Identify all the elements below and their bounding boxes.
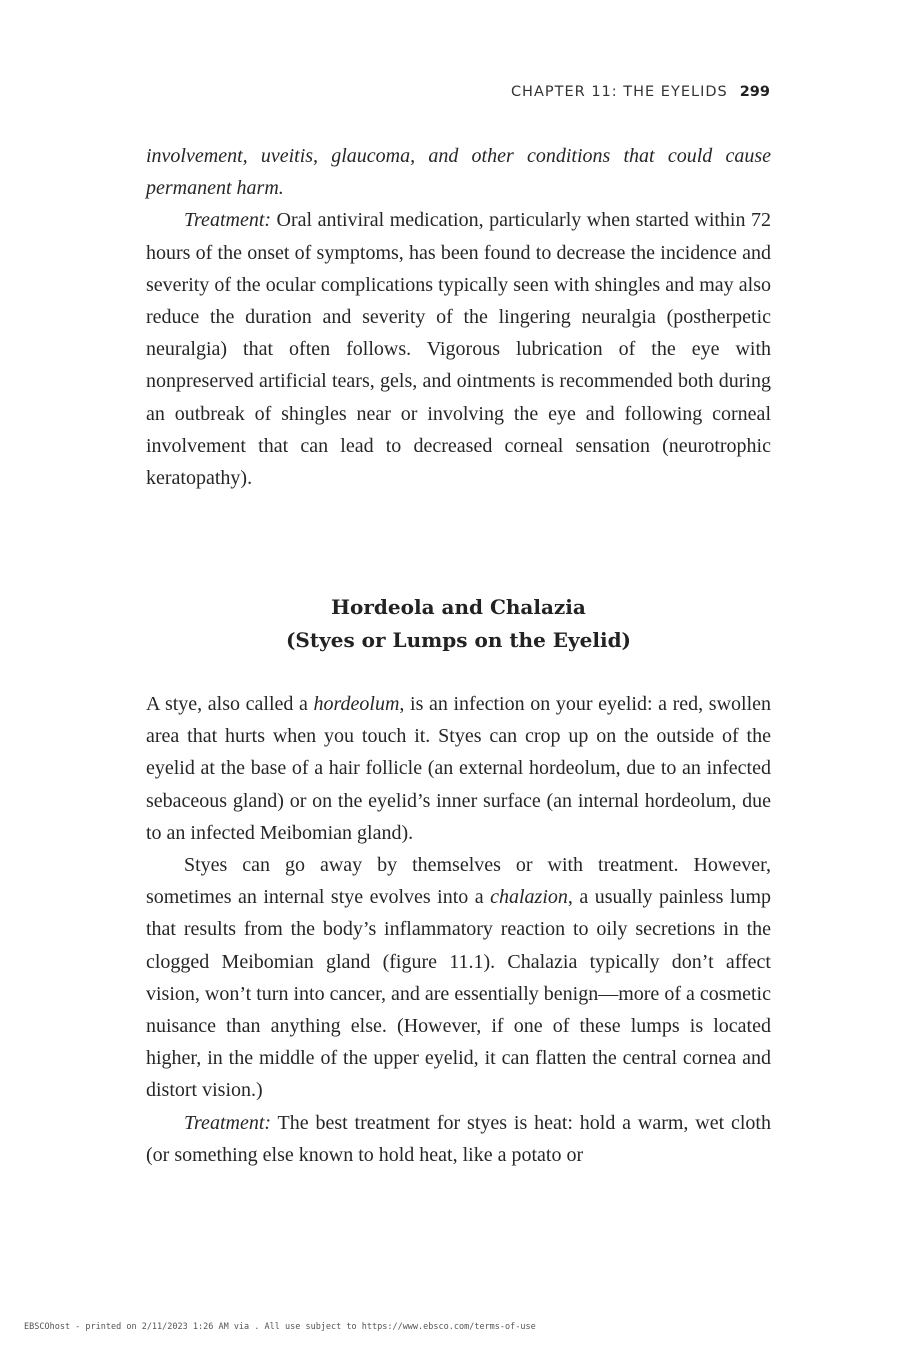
chalazion-text-end: , a usually painless lump that results from the body’s inflammatory reaction to oily secretions in the clogged Meibomian gland (figure 11.1). Chalazia typically don’t affect vision, won’t turn into cancer, and are essentially benign—more of a cosmetic nuisance than anything else. (However, if one of these lumps is located higher, in the middle of the upper eyelid, it can flatten the central cornea and distort vision.)	[146, 886, 771, 1102]
page-number: 299	[739, 84, 770, 100]
stye-treatment-label: Treatment:	[184, 1111, 272, 1134]
chapter-title: CHAPTER 11: THE EYELIDS	[510, 84, 728, 100]
print-footer: EBSCOhost - printed on 2/11/2023 1:26 AM via . All use subject to https://www.ebsco.com/terms-of-use	[24, 1322, 536, 1332]
treatment-label: Treatment:	[184, 209, 272, 232]
body-text-bottom	[146, 688, 771, 1171]
treatment-paragraph	[146, 204, 771, 494]
continued-italic-text: involvement, uveitis, glaucoma, and other conditions that could cause permanent harm.	[146, 145, 771, 200]
section-heading	[146, 591, 771, 657]
heading-line-2: (Styes or Lumps on the Eyelid)	[285, 628, 632, 652]
stye-text-start: A stye, also called a	[146, 693, 314, 715]
term-hordeolum: hordeolum	[313, 693, 400, 715]
stye-treatment-text: The best treatment for styes is heat: hold a warm, wet cloth (or something else known to hold heat, like a potato or	[146, 1111, 771, 1166]
running-header	[511, 84, 770, 100]
term-chalazion: chalazion	[490, 886, 568, 909]
treatment-text: Oral antiviral medication, particularly when started within 72 hours of the onset of symptoms, has been found to decrease the incidence and severity of the ocular complications typically seen with shingles and may also reduce the duration and severity of the lingering neuralgia (postherpetic neuralgia) that often follows. Vigorous lubrication of the eye with nonpreserved artificial tears, gels, and ointments is recommended both during an outbreak of shingles near or involving the eye and following corneal involvement that can lead to decreased corneal sensation (neurotrophic keratopathy).	[146, 209, 771, 490]
heading-line-1: Hordeola and Chalazia	[331, 595, 586, 619]
body-text-top	[146, 140, 771, 494]
continued-paragraph	[146, 140, 771, 204]
stye-treatment-paragraph	[146, 1107, 771, 1171]
chalazion-text-start: Styes can go away by themselves or with treatment. However, sometimes an internal stye evolves into a	[146, 854, 771, 909]
chalazion-paragraph	[146, 849, 771, 1107]
stye-paragraph	[146, 688, 771, 849]
stye-text-end: , is an infection on your eyelid: a red, swollen area that hurts when you touch it. Styes can crop up on the outside of the eyelid at the base of a hair follicle (an external hordeolum, due to an infected sebaceous gland) or on the eyelid’s inner surface (an internal hordeolum, due to an infected Meibomian gland).	[146, 693, 772, 844]
